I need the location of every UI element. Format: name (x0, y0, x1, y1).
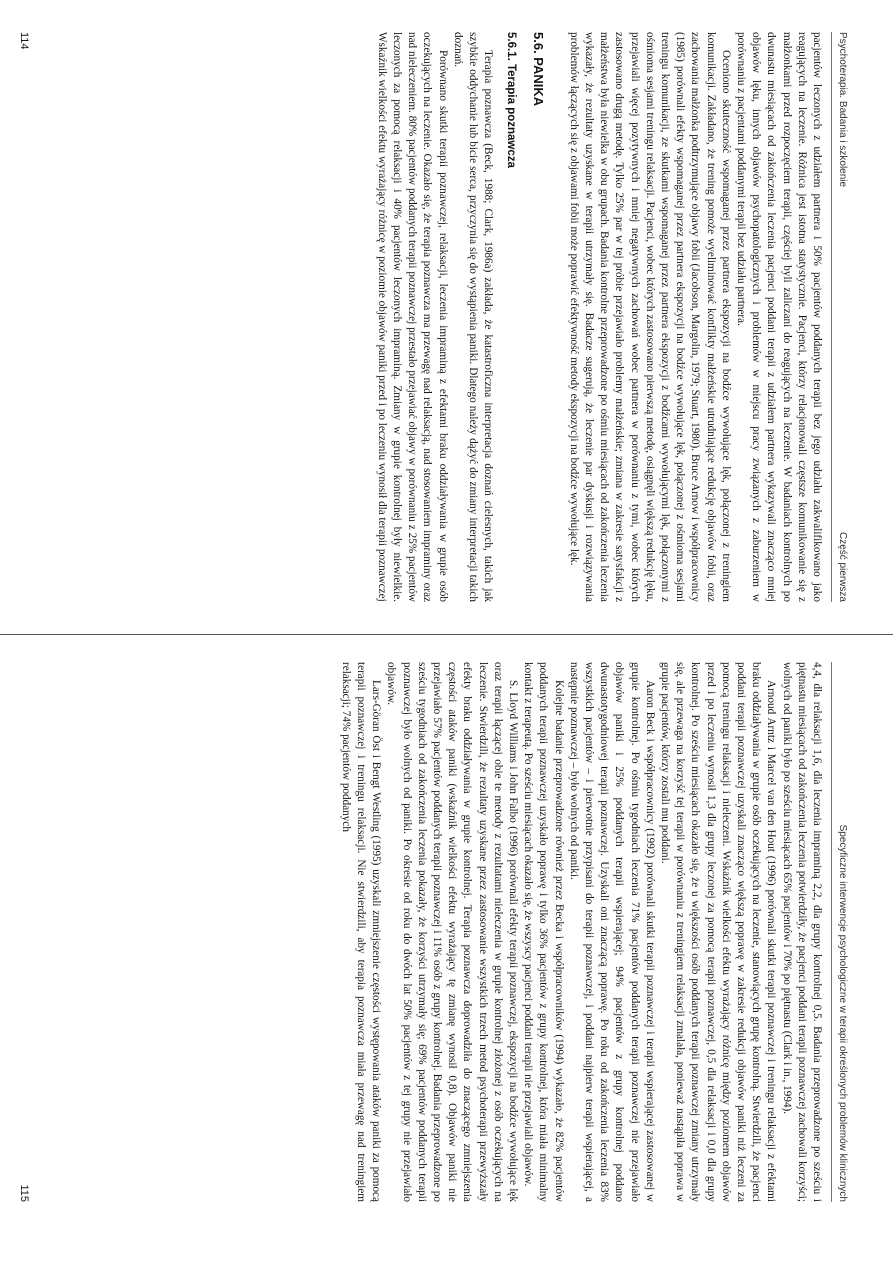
paragraph: Arnoud Arntz i Marcel van den Hout (1996) porównali skutki terapii poznawczej i treningu relaksacji z efektami braku oddziaływania w grupie osób oczekujących na leczenie, stanowiących grupę kontrolną. Stwierdzili, że pacjenci poddani terapii poznawczej uzyskali znacząco większą poprawę w zakresie redukcji objawów paniki niż leczeni za pomocą treningu relaksacji i nieleczeni. Wskaźnik wielkości efektu wyrażający różnicę między poziomem objawów przed i po leczeniu wynosił 1,3 dla grupy leczonej za pomocą terapii poznawczej, 0,5 dla relaksacji i 0,0 dla grupy kontrolnej. Po sześciu miesiącach okazało się, że u większości osób poddanych terapii poznawczej zmiany utrzymały się, ale przewaga na korzyść tej terapii w porównaniu z treningiem relaksacji zmalała, ponieważ nastąpiła poprawa w grupie pacjentów, którzy zostali mu poddani. (658, 662, 778, 1202)
running-header (834, 662, 848, 1202)
paragraph: Oceniono skuteczność wspomaganej przez partnera ekspozycji na bodźce wywołujące lęk, połączonej z treningiem komunikacji. Zakładano, że trening pomoże wyeliminować konflikty małżeńskie utrudniające redukcję objawów fobii, oraz zachowania małżonka podtrzymujące objawy fobii (Jacobson, Margolin, 1979; Stuart, 1980). Bruce Arnow i współpracownicy (1985) porównali efekty wspomaganej przez partnera ekspozycji na bodźce wywołujące lęk, połączonej z ośmioma sesjami treningu komunikacji, ze skutkami wspomaganej przez partnera ekspozycji z bodźcami wywołującymi lęk, połączonymi z ośmioma sesjami treningu relaksacji. Pacjenci, wobec których zastosowano pierwszą metodę, osiągnęli większą redukcję lęku, przejawiali więcej pozytywnych i mniej negatywnych zachowań wobec partnera w porównaniu z tymi, wobec których zastosowano drugą metodę. Tylko 25% par w tej próbie przejawiało problemy małżeńskie; zmiana w zakresie satysfakcji z małżeństwa była niewielka w obu grupach. Badania kontrolne przeprowadzone po ośmiu miesiącach od zakończenia leczenia wykazały, że rezultaty uzyskane w terapii utrzymały się. Badacze sugerują, że leczenie par dyskusji i rozwiązywania problemów łączących się z objawami fobii może poprawić efektywność metody ekspozycji na bodźce wywołujące lęk. (567, 32, 732, 602)
header-part: Część pierwsza (837, 531, 848, 602)
paragraph: Kolejne badanie przeprowadzone również przez Becka i współpracowników (1994) wykazało, że 82% pacjentów poddanych terapii poznawczej uzyskało poprawę i tylko 36% pacjentów z grupy kontrolnej, która miała minimalny kontakt z terapeutą. Po sześciu miesiącach okazało się, że wszyscy pacjenci poddani terapii nie przejawiali objawów. (522, 662, 565, 1202)
page-115 (18, 662, 848, 1202)
page-114 (18, 32, 848, 602)
paragraph: Porównano skutki terapii poznawczej, relaksacji, leczenia impraminą z efektami braku oddziaływania w grupie osób oczekujących na leczenie. Okazało się, że terapia poznawcza ma przewagę nad relaksacją, nad stosowaniem impraminy oraz nad nieleczeniem. 80% pacjentów poddanych terapii poznawczej przestało przejawiać objawy w porównaniu z 25% pacjentów leczonych za pomocą relaksacji i 40% pacjentów leczonych impraminą. Zmiany w grupie kontrolnej były niewielkie. Wskaźnik wielkości efektu wyrażający różnicę w poziomie objawów paniki przed i po leczeniu wynosił dla terapii poznawczej (375, 32, 449, 602)
paragraph: pacjentów leczonych z udziałem partnera i 50% pacjentów poddanych terapii bez jego udziału zakwalifikowano jako reagujących na leczenie. Różnica jest istotna statystycznie. Pacjenci, którzy relacjonowali częstsze komunikowanie się z małżonkami przed rozpoczęciem terapii, częściej byli zaliczani do reagujących na leczenie. W badaniach kontrolnych po dwunastu miesiącach od zakończenia leczenia pacjenci poddani terapii z udziałem partnera wykazywali znacząco mniej objawów lęku, innych objawów psychopatologicznych i problemów w miejscu pracy związanych z zaburzeniem w porównaniu z pacjentami poddanymi terapii bez udziału partnera. (734, 32, 823, 602)
page-number: 114 (18, 32, 30, 50)
section-title: 5.6. PANIKA (530, 32, 546, 107)
paragraph: Aaron Beck i współpracownicy (1992) porównali skutki terapii poznawczej i terapii wspierającej zastosowanej w grupie kontrolnej. Po ośmiu tygodniach leczenia 71% pacjentów poddanych terapii poznawczej nie przejawiało objawów paniki i 25% poddanych terapii wspierającej; 94% pacjentów z grupy kontrolnej poddano dwunastotygodniowej terapii poznawczej. Uzyskali oni znaczącą poprawę. Po roku od zakończenia leczenia 83% wszystkich pacjentów – i pierwotnie przypisani do terapii poznawczej, i poddani najpierw terapii wspierającej, a następnie poznawczej – było wolnych od paniki. (567, 662, 656, 1202)
paragraph: 4,4, dla relaksacji 1,6, dla leczenia impraminą 2,2, dla grupy kontrolnej 0,5. Badania przeprowadzone po sześciu i piętnastu miesiącach od zakończenia leczenia potwierdziły, że pacjenci poddani terapii poznawczej zachowali korzyści; wolnych od paniki było po sześciu miesiącach 65% pacjentów i 70% po piętnastu (Clark i in., 1994). (780, 662, 823, 1202)
page-115-body (338, 662, 825, 1202)
paragraph: S. Lloyd Williams i John Falbo (1996) porównali efekty terapii poznawczej, ekspozycji na bodźce wywołujące lęk oraz terapii łączącej obie te metody z rezultatami nieleczenia w grupie kontrolnej złożonej z osób oczekujących na leczenie. Stwierdzili, że rezultaty uzyskane przez zastosowanie wszystkich trzech metod psychoterapii przewyższały efekty braku oddziaływania w grupie kontrolnej. Terapia poznawcza doprowadziła do znaczącego zmniejszenia częstości ataków paniki (wskaźnik wielkości efektu wyrażający tę zmianę wynosił 0,8). Objawów paniki nie przejawiało 57% pacjentów poddanych terapii poznawczej i 11% osób z grupy kontrolnej. Badania przeprowadzone po sześciu tygodniach od zakończenia leczenia pokazały, że korzyści utrzymały się; 69% pacjentów poddanych terapii poznawczej było wolnych od paniki. Po okresie od roku do dwóch lat 50% pacjentów z tej grupy nie przejawiało objawów. (385, 662, 519, 1202)
header-book-title: Psychoterapia. Badania i szkolenie (837, 32, 848, 188)
subsection-title: 5.6.1. Terapia poznawcza (505, 32, 518, 168)
header-rule (831, 662, 832, 1202)
page-114-body (374, 32, 824, 602)
page-divider (0, 634, 893, 635)
running-header (834, 32, 848, 602)
paragraph: Lars-Göran Öst i Bengt Westling (1995) uzyskali zmniejszenie częstości występowania ataków paniki za pomocą terapii poznawczej i treningu relaksacji. Nie stwierdzili, aby terapia poznawcza miała przewagę nad treningiem relaksacji; 74% pacjentów poddanych (339, 662, 383, 1202)
paragraph: Terapia poznawcza (Beck, 1988; Clark, 1986a) zakłada, że katastroficzna interpretacja doznań cielesnych, takich jak szybkie oddychanie lub bicie serca, przyczynia się do wystąpienia paniki. Dlatego należy dążyć do zmiany interpretacji takich doznań. (451, 32, 495, 602)
header-chapter: Specyficzne interwencje psychologiczne w terapii określonych problemów klinicznych (837, 824, 848, 1202)
page-number: 115 (18, 1184, 30, 1202)
header-rule (831, 32, 832, 602)
